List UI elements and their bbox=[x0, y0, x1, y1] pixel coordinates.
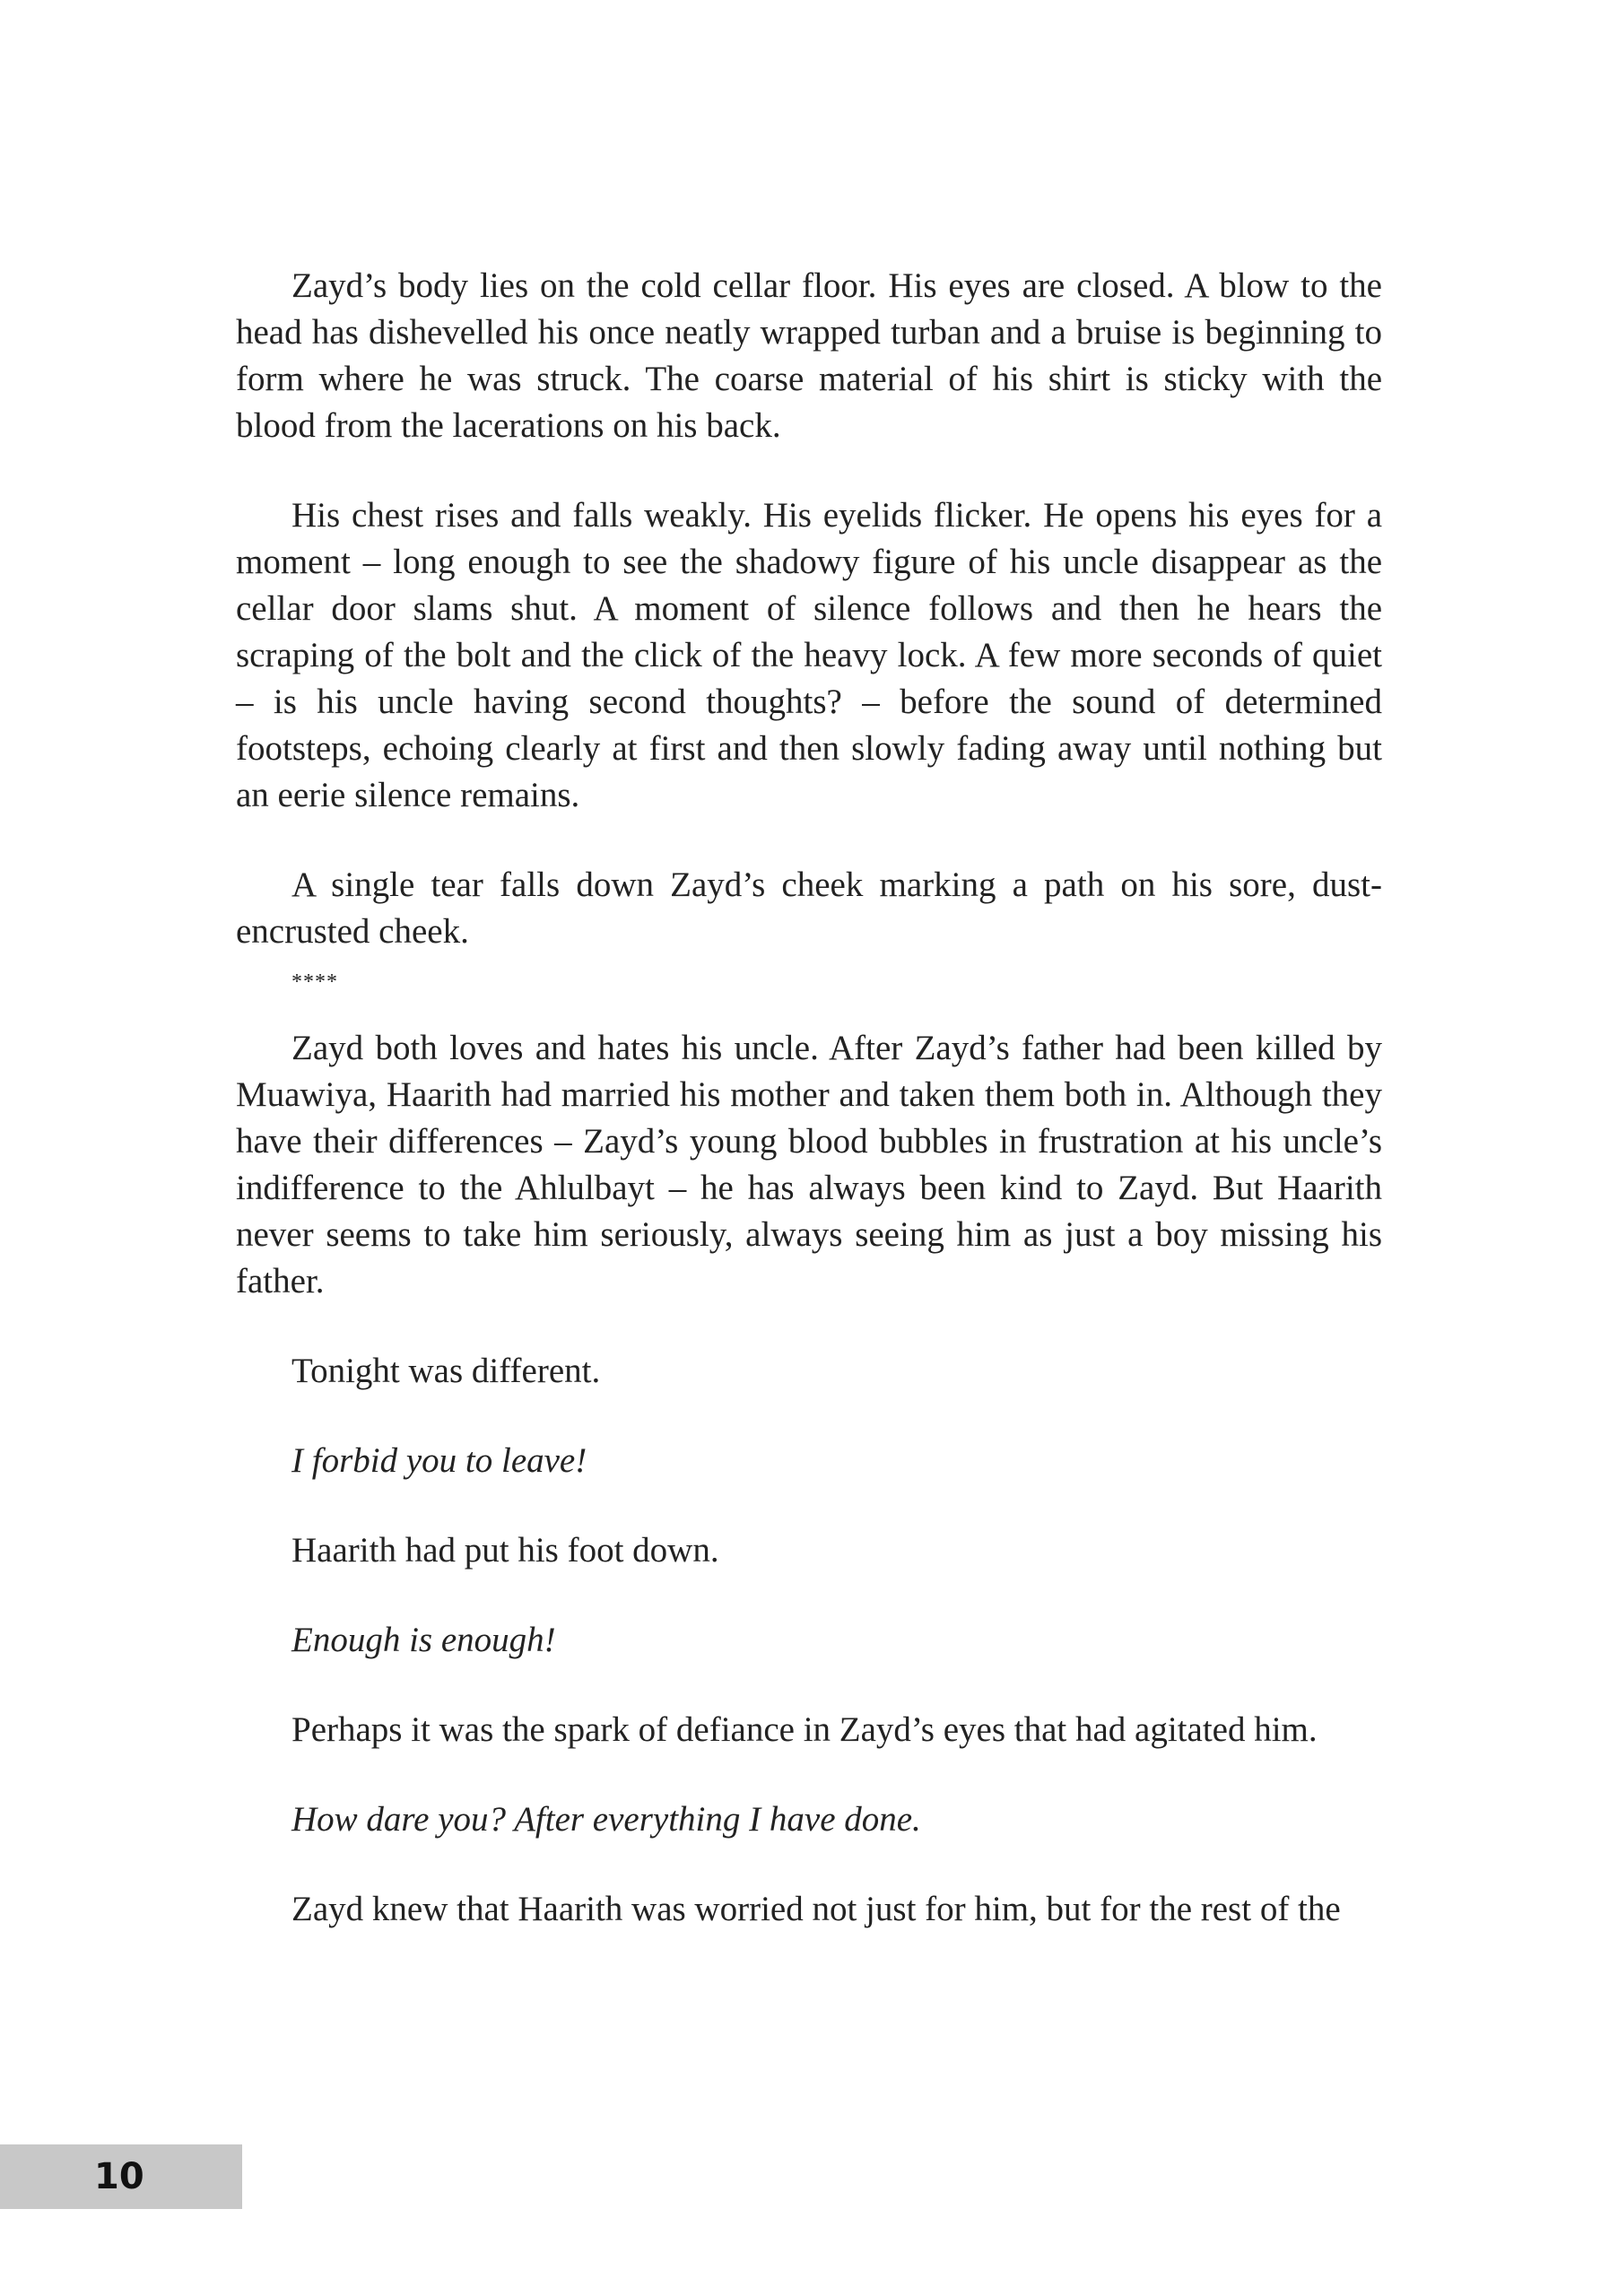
scene-break: **** bbox=[291, 970, 338, 994]
paragraph-single-tear: A single tear falls down Zayd’s cheek marking a path on his sore, dust-encrusted cheek. bbox=[236, 865, 1382, 951]
paragraph-spark-defiance: Perhaps it was the spark of defiance in Zayd’s eyes that had agitated him. bbox=[291, 1710, 1318, 1749]
paragraph-cellar-floor: Zayd’s body lies on the cold cellar floor. His eyes are closed. A blow to the head has dishevelled his once neatly wrapped turban and a bruise is beginning to form where he was struck. The coarse material of his shirt is sticky with the blood from the lacerations on his back. bbox=[236, 266, 1382, 445]
paragraph-foot-down: Haarith had put his foot down. bbox=[291, 1531, 719, 1570]
paragraph-chest-rises: His chest rises and falls weakly. His eyelids flicker. He opens his eyes for a moment – long enough to see the shadowy figure of his uncle disappear as the cellar door slams shut. A moment of silence follows and then he hears the scraping of the bolt and the click of the heavy lock. A few more seconds of quiet – is his uncle having second thoughts? – before the sound of determined footsteps, echoing clearly at first and then slowly fading away until nothing but an eerie silence remains. bbox=[236, 496, 1382, 814]
paragraph-haarith-worried: Zayd knew that Haarith was worried not just for him, but for the rest of the bbox=[291, 1890, 1341, 1928]
page-number: 10 bbox=[94, 2156, 144, 2197]
dialogue-how-dare: How dare you? After everything I have done. bbox=[291, 1800, 921, 1839]
dialogue-forbid-leave: I forbid you to leave! bbox=[291, 1441, 587, 1480]
paragraph-loves-hates: Zayd both loves and hates his uncle. After Zayd’s father had been killed by Muawiya, Haarith had married his mother and taken them both in. Although they have their differences – Zayd’s young blood bubbles in frustration at his uncle’s indifference to the Ahlulbayt – he has always been kind to Zayd. But Haarith never seems to take him seriously, always seeing him as just a boy missing his father. bbox=[236, 1029, 1382, 1300]
body-text bbox=[236, 263, 1382, 1933]
dialogue-enough: Enough is enough! bbox=[291, 1621, 556, 1659]
paragraph-tonight-different: Tonight was different. bbox=[291, 1352, 601, 1390]
